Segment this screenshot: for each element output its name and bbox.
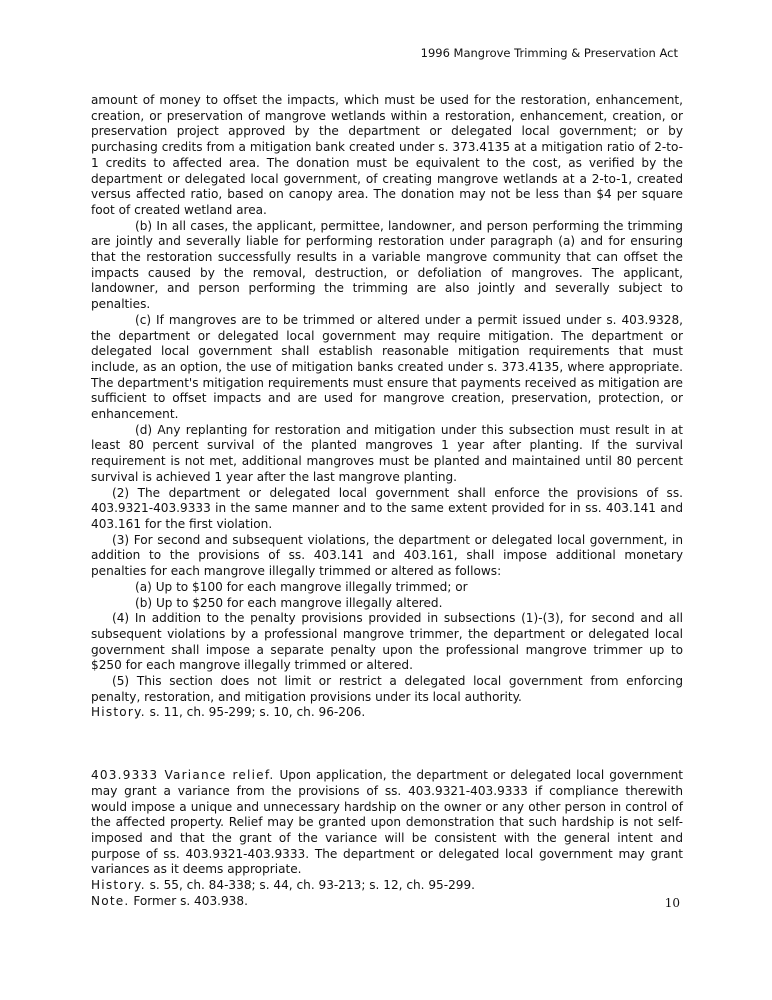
subsection-3b: (b) Up to $250 for each mangrove illegally altered.	[135, 595, 443, 610]
note-label: Note.	[91, 893, 130, 908]
editorial-note	[91, 894, 683, 910]
history-label: History.	[91, 705, 146, 720]
section-text: Upon application, the department or delegated local government may grant a variance from the provisions of ss. 403.9321-403.9333 if compliance therewith would impose a unique and unnecessary hardship on the owner or any other person in control of the affected property. Relief may be granted upon demonstration that such hardship is not self-imposed and that the grant of the variance will be consistent with the general intent and purpose of ss. 403.9321-403.9333. The department or delegated local government may grant variances as it deems appropriate.	[91, 768, 683, 877]
subsection-5: (5) This section does not limit or restrict a delegated local government from enforcing penalty, restoration, and mitigation provisions under its local authority.	[91, 674, 683, 704]
paragraph-continuation: amount of money to offset the impacts, which must be used for the restoration, enhancement, creation, or preservation of mangrove wetlands within a restoration, enhancement, creation, or preservation project approved by the department or delegated local government; or by purchasing credits from a mitigation bank created under s. 373.4135 at a mitigation ratio of 2-to-1 credits to affected area. The donation must be equivalent to the cost, as verified by the department or delegated local government, of creating mangrove wetlands at a 2-to-1, created versus affected ratio, based on canopy area. The donation may not be less than $4 per square foot of created wetland area.	[91, 93, 683, 217]
paragraph-c: (c) If mangroves are to be trimmed or altered under a permit issued under s. 403.9328, the department or delegated local government may require mitigation. The department or delegated local government shall establish reasonable mitigation requirements that must include, as an option, the use of mitigation banks created under s. 373.4135, where appropriate. The department's mitigation requirements must ensure that payments received as mitigation are sufficient to offset impacts and are used for mangrove creation, preservation, protection, or enhancement.	[91, 312, 683, 422]
section-heading: 403.9333 Variance relief.	[91, 768, 275, 783]
subsection-3: (3) For second and subsequent violations, the department or delegated local government, in addition to the provisions of ss. 403.141 and 403.161, shall impose additional monetary penalties for each mangrove illegally trimmed or altered as follows:	[91, 532, 683, 579]
page-number: 10	[664, 896, 680, 910]
paragraph-b: (b) In all cases, the applicant, permittee, landowner, and person performing the trimming are jointly and severally liable for performing restoration under paragraph (a) and for ensuring that the restoration successfully results in a variable mangrove community that can offset the impacts caused by the removal, destruction, or defoliation of mangroves. The applicant, landowner, and person performing the trimming are also jointly and severally subject to penalties.	[91, 218, 683, 312]
history-note	[91, 705, 683, 721]
section-variance-relief	[91, 768, 683, 878]
document-body	[91, 93, 683, 909]
note-text: Former s. 403.938.	[133, 893, 248, 908]
subsection-4: (4) In addition to the penalty provisions provided in subsections (1)-(3), for second and all subsequent violations by a professional mangrove trimmer, the department or delegated local government shall impose a separate penalty upon the professional mangrove trimmer up to $250 for each mangrove illegally trimmed or altered.	[91, 611, 683, 673]
paragraph-d: (d) Any replanting for restoration and mitigation under this subsection must result in at least 80 percent survival of the planted mangroves 1 year after planting. If the survival requirement is not met, additional mangroves must be planted and maintained until 80 percent survival is achieved 1 year after the last mangrove planting.	[91, 422, 683, 484]
history-text: s. 11, ch. 95-299; s. 10, ch. 96-206.	[149, 705, 366, 720]
section-gap	[91, 721, 683, 768]
subsection-2: (2) The department or delegated local government shall enforce the provisions of ss. 403.9321-403.9333 in the same manner and to the same extent provided for in ss. 403.141 and 403.161 for the first violation.	[91, 485, 683, 531]
history-note	[91, 878, 683, 894]
history-label: History.	[91, 878, 146, 893]
running-header: 1996 Mangrove Trimming & Preservation Act	[420, 46, 678, 60]
subsection-3a: (a) Up to $100 for each mangrove illegally trimmed; or	[135, 579, 468, 594]
history-text: s. 55, ch. 84-338; s. 44, ch. 93-213; s. 12, ch. 95-299.	[149, 878, 476, 893]
